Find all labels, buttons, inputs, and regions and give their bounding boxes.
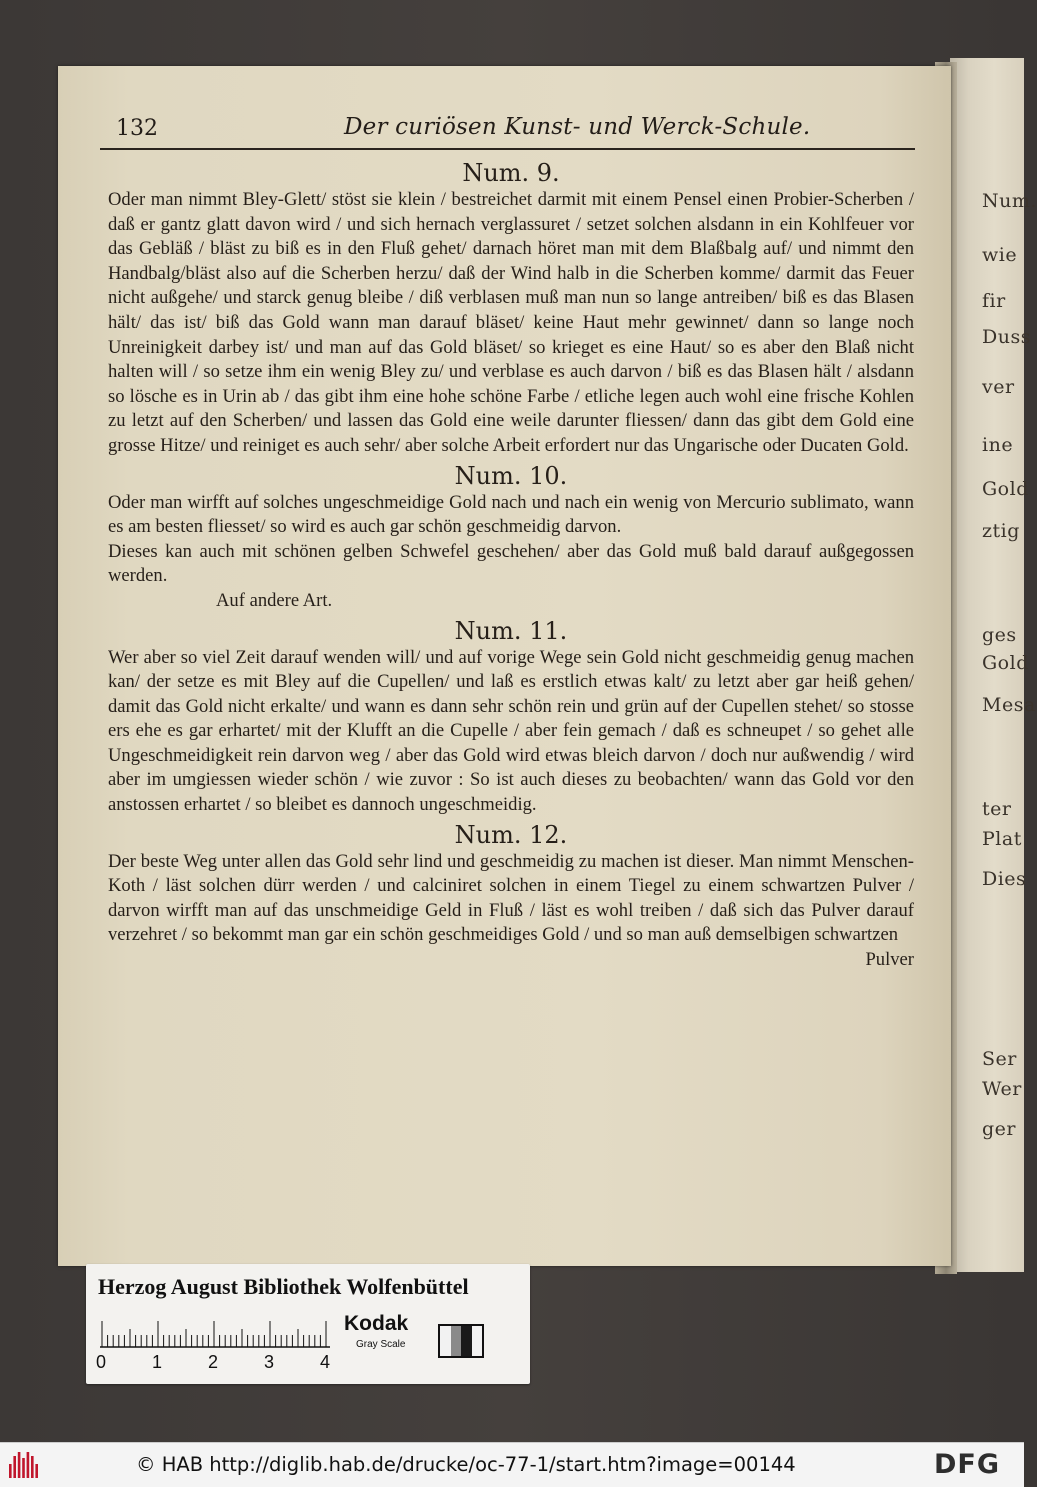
section-heading: Num. 12. [454,820,568,849]
hab-logo-bar [18,1452,21,1478]
dfg-logo: DFG [934,1449,1001,1480]
gray-swatch [461,1326,472,1356]
facing-page-word: ztig [982,520,1020,542]
hab-logo-bar [31,1456,34,1478]
footer-bar [0,1442,1024,1487]
facing-page-word: Ser [982,1048,1017,1070]
section-heading: Num. 9. [462,159,560,187]
copyright-link[interactable]: © HAB http://diglib.hab.de/drucke/oc-77-1/start.htm?image=00144 [136,1453,796,1476]
section-paragraph: Oder man nimmt Bley-Glett/ stöst sie klein / bestreichet darmit mit einem Pensel einen Probier-Scherben / daß er gantz glatt davon wird / und sich hernach verglassuret / setzet solchen alsdann in ein Kohlfeuer vor das Gebläß / bläst zu biß es in den Fluß gehet/ darnach höret man mit dem Blaßbalg auf/ und nimmt den Handbalg/bläst also auf die Scherben herzu/ daß der Wind halb in die Scherben komme/ darmit das Feuer nicht außgehe/ und starck genug bleibe / diß verblasen muß man nun so lange antreiben/ biß es das Blasen hält/ das ist/ biß das Gold wann man darauf bläset/ keine Haut mehr gewinnet/ dann so lange noch Unreinigkeit darbey ist/ und man auf das Gold bläset/ so krieget es eine Haut/ so es aber den Blaß nicht halten will / so setze ihm ein wenig Bley zu/ und verblase es auch darvon / biß es das Blasen hält / alsdann so lösche es in Urin ab / das gibt ihm eine hohe schöne Farbe / etliche legen auch wohl eine frische Kohlen zu letzt auf den Scherben/ und lassen das Gold eine weile darunter fliessen/ dann das gibt dem Gold eine grosse Hitze/ und reiniget es auch sehr/ aber solche Arbeit erfordert nur das Ungarische oder Ducaten Gold. [108,189,914,456]
facing-page-word: ver [982,376,1015,398]
color-calibration-card [86,1264,530,1384]
facing-page-word: Num. [982,190,1037,212]
gray-swatch [440,1326,451,1356]
facing-page-word: Wer [982,1078,1022,1100]
section-heading: Num. 11. [454,616,568,645]
facing-page-edge [950,58,1037,1272]
hab-logo-bar [9,1464,12,1478]
hab-logo-bar [22,1458,25,1478]
facing-page-word: fir [982,290,1006,312]
library-name: Herzog August Bibliothek Wolfenbüttel [98,1274,469,1299]
ruler-number: 1 [152,1352,163,1372]
ruler-number: 0 [96,1352,107,1372]
ruler-scale [100,1318,334,1348]
facing-page-word: Duss [982,326,1031,348]
section-paragraph: Wer aber so viel Zeit darauf wenden will/ und auf vorige Wege sein Gold nicht geschmeidig genug machen kan/ der setze es mit Bley auf die Cupellen/ und laß es erstlich etwas kalt/ zu letzt aber gar heiß gehen/ damit das Gold nicht erkalte/ und wann es dann sehr schön rein und grün auf der Cupellen stehet/ so stosse ers ehe es gar erhartet/ mit der Klufft an die Cupelle / aber fein gemach / daß es schneupet / so gehet alle Ungeschmeidigkeit rein darvon weg / aber das Gold wird etwas bleich darvon / doch nur außwendig / wird aber im umgiessen wieder schön / wie zuvor : So ist auch dieses zu beobachten/ wann das Gold vor den anstossen erhartet / so bleibet es dannoch ungeschmeidig. [108,646,914,816]
ruler-numbers [96,1352,346,1374]
facing-page-word: Dies [982,868,1027,890]
facing-page-word: ine [982,434,1014,456]
facing-page-word: Mesa [982,694,1036,716]
facing-page-word: Gold [982,478,1029,500]
running-title: Der curiösen Kunst- und Werck-Schule. [344,114,811,140]
gray-scale-label: Gray Scale [356,1339,406,1350]
page-number: 132 [116,116,158,141]
gray-scale-swatches [438,1324,484,1358]
section-paragraph: Auf andere Art. [216,589,333,611]
hab-logo-bar [35,1464,38,1478]
facing-page-word: Plat [982,828,1022,850]
ruler-number: 2 [208,1352,219,1372]
hab-logo-bar [13,1456,16,1478]
page-body [108,158,914,973]
facing-page-word: ges [982,624,1017,646]
facing-page-word: wie [982,244,1018,266]
section-paragraph: Der beste Weg unter allen das Gold sehr lind und geschmeidig zu machen ist dieser. Man nimmt Menschen-Koth / läst solchen dürr werden / und calciniret solchen in einem Tiegel zu einem schwartzen Pulver / darvon wirfft man auf das unschmeidige Geld in Fluß / läst es wohl treiben / daß sich das Pulver darauf verzehret / so bekommt man gar ein schön geschmeidiges Gold / und so man auß demselbigen schwartzen [108,850,914,946]
section-heading: Num. 10. [454,461,568,490]
catchword: Pulver [865,949,914,971]
hab-library-logo-icon [8,1452,40,1478]
section-paragraph: Oder man wirfft auf solches ungeschmeidige Gold nach und nach ein wenig von Mercurio sublimato, wann es am besten fliesset/ so wird es auch gar schön geschmeidig darvon. [108,491,914,538]
hab-logo-bar [27,1452,30,1478]
facing-page-word: ger [982,1118,1016,1140]
facing-page-word: ter [982,798,1012,820]
gray-swatch [472,1326,483,1356]
ruler-number: 3 [264,1352,275,1372]
ruler-number: 4 [320,1352,331,1372]
facing-page-word: Gold [982,652,1029,674]
gray-swatch [451,1326,462,1356]
page-header [100,108,915,150]
kodak-logo: Kodak [344,1312,409,1335]
section-paragraph: Dieses kan auch mit schönen gelben Schwefel geschehen/ aber das Gold muß bald darauf außgegossen werden. [108,540,914,587]
